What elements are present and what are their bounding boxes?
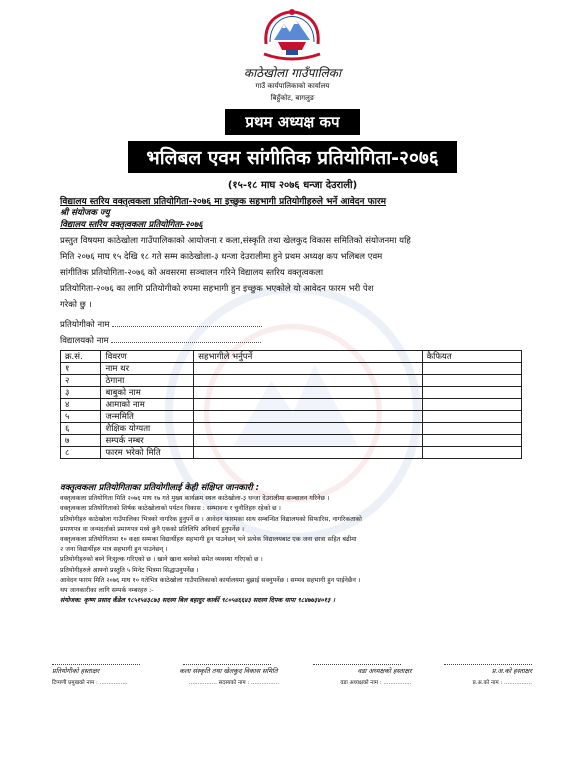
row-input-cell[interactable] [194,375,422,387]
row-input-cell[interactable] [194,435,422,447]
office-name: काठेखोला गाउँपालिका [243,66,342,80]
signature-name-line: ................ सदस्यको नाम : ................ [188,680,280,686]
form-title: विद्यालय स्तरिय वक्तृत्वकला प्रतियोगिता-२०७६ मा इच्छुक सहभागी प्रतियोगीहरुले भर्ने आवेदन फारम [60,197,387,207]
signature-name-lines [52,678,532,686]
instruction-item: २ जना विद्यार्थीहरु मात्र सहभागी हुन पाउनेछन् । [60,546,168,554]
row-input-cell[interactable] [194,423,422,435]
row-label: जन्ममिति [101,411,194,423]
table-header-row [61,351,522,363]
header-serial: क्र.सं. [61,351,101,363]
instruction-item: प्रतियोगीहरु काठेखोला गाउँपालिका भित्रको नागरिक हुनुपर्ने छ । आवेदन फारमका साथ सम्बन्धित विद्यालयको सिफारिस, नागरिकताको [60,515,362,523]
instruction-item: प्रमाणपत्र वा जन्मदर्ताको प्रमाणपत्र मध्ये कुनै एकको प्रतिलिपि अनिवार्य हुनुपर्नेछ । [60,525,245,533]
row-label: फारम भरेको मिति [101,447,194,459]
row-remarks-cell[interactable] [422,411,521,423]
row-remarks-cell[interactable] [422,435,521,447]
office-address: बिहुँकोट, बागलुङ [270,94,315,102]
signature-name-line: प्र.अ.को नाम : ................ [472,680,532,686]
body-line-4: प्रतियोगिता-२०७६ का लागि प्रतियोगीको रुपमा सहभागी हुन इच्छुक भएकोले यो आवेदन फारम भरी पेश [60,284,374,294]
row-remarks-cell[interactable] [422,363,521,375]
signature-label: वडा अध्यक्षको हस्ताक्षर [357,667,412,675]
instruction-item: आवेदन फारम मिति २०७६ माघ १० गतेभित्र काठेखोला गाउँपालिकाको कार्यालयमा बुझाई सक्नुपर्नेछ । सम्भव सहभागी हुन पाईनेछैन । [60,576,361,584]
row-input-cell[interactable] [194,447,422,459]
row-label: शैक्षिक योग्यता [101,423,194,435]
row-serial: ५ [61,411,101,423]
signature-line[interactable] [313,660,401,665]
instructions-heading: वक्तृत्वकला प्रतियोगिताका प्रतियोगीलाई केही संक्षिप्त जानकारी : [60,483,260,493]
row-serial: ७ [61,435,101,447]
table-row [61,363,522,375]
details-table [60,350,522,459]
body-line-5: गरेको छु । [60,300,92,310]
body-line-3: सांगीतिक प्रतियोगिता-२०७६ को अवसरमा सञ्चालन गरिने विद्यालय स्तरिय वक्तृत्वकला [60,268,324,278]
row-serial: ४ [61,399,101,411]
signature-line[interactable] [444,660,532,665]
row-serial: २ [61,375,101,387]
row-serial: ३ [61,387,101,399]
date-range: (१५-१८ माघ २०७६ धन्जा देउराली) [227,180,358,191]
municipality-emblem [260,6,324,66]
signature-label: प्र.अ.को हस्ताक्षर [491,667,532,675]
school-name-label: विद्यालयको नाम [60,336,109,346]
signature-line[interactable] [183,660,271,665]
signature-label: कला संस्कृति तथा खेलकुद विकास समिति [179,667,278,675]
school-name-field[interactable] [111,334,261,343]
table-row [61,411,522,423]
subject-line: विद्यालय स्तरिय वक्तृत्वकला प्रतियोगिता-२०७६ [60,220,203,230]
row-label: बाबुको नाम [101,387,194,399]
signature-name-line: वडा अध्यक्षको नाम : ................ [340,680,412,686]
body-line-1: प्रस्तुत विषयमा काठेखोला गाउँपालिकाको आयोजना र कला,संस्कृति तथा खेलकुद विकास समितिको संयोजनमा यहि [60,236,411,246]
table-row [61,435,522,447]
instructions-section [60,483,530,606]
row-label: आमाको नाम [101,399,194,411]
row-label: ठेगाना [101,375,194,387]
row-input-cell[interactable] [194,387,422,399]
instruction-item: वक्तृत्वकला प्रतियोगिताको शिर्षक काठेखोलाको पर्यटन विकास : सम्भावना र चुनौतिहरु रहेको छ । [60,505,281,513]
row-remarks-cell[interactable] [422,423,521,435]
table-row [61,423,522,435]
signature-labels [52,666,532,675]
signature-label: प्रतियोगीको हस्ताक्षर [52,667,100,675]
row-input-cell[interactable] [194,399,422,411]
school-name-row [60,334,261,346]
row-input-cell[interactable] [194,363,422,375]
instruction-item: प्रतियोगीहरुले आफ्नो प्रस्तुति ५ मिनेट भित्रमा सिद्धाउनुपर्नेछ । [60,566,199,574]
row-remarks-cell[interactable] [422,399,521,411]
instruction-item: प्रतियोगीहरुको बस्ने निःशुल्क गरिएको छ । खाने खाना बस्नेको समेत व्यवस्था गरिएको छ । [60,556,263,564]
instruction-item: वक्तृत्वकला प्रतियोगिता मिति २०७६ माघ १७ गते मुख्य कार्यक्रम स्थल काठेखोला-३ धन्जा देउरालीमा सञ्चालन गरिनेछ । [60,495,330,503]
signature-line[interactable] [52,660,140,665]
row-serial: ८ [61,447,101,459]
table-row [61,399,522,411]
banner-competition [0,141,585,173]
salutation: श्री संयोजक ज्यु [60,208,110,218]
table-row [61,387,522,399]
participant-name-label: प्रतियोगीको नाम [60,320,110,330]
instruction-item: वक्तृत्वकला प्रतियोगितामा १० कक्षा सम्मका विद्यार्थीहरु सहभागी हुन पाउनेछन् भने प्रत्येक विद्यालयबाट एक जना छात्रा सहित बढीमा [60,536,357,544]
banner-cup-text: प्रथम अध्यक्ष कप [225,109,359,135]
office-subtitle: गाउँ कार्यपालिकाको कार्यालय [255,82,330,90]
row-remarks-cell[interactable] [422,387,521,399]
header-description: विवरण [101,351,194,363]
header-remarks: कैफियत [422,351,521,363]
header-fill-in: सहभागीले भर्नुपर्ने [194,351,422,363]
row-label: सम्पर्क नम्बर [101,435,194,447]
body-line-2: मिति २०७६ माघ १५ देखि १८ गते सम्म काठेखोला-३ धन्जा देउरालीमा हुने प्रथम अध्यक्ष कप भलिबल एवम [60,252,383,262]
instruction-item: थप जानकारीका लागि सम्पर्क नम्बरहरु :- [60,587,154,595]
table-row [61,375,522,387]
signature-lines [52,660,532,665]
row-serial: ६ [61,423,101,435]
row-input-cell[interactable] [194,411,422,423]
participant-name-field[interactable] [112,318,262,327]
row-serial: १ [61,363,101,375]
signature-name-line: टिप्पणी प्रमुखको नाम : ................ [52,680,128,686]
participant-name-row [60,318,262,330]
row-label: नाम थर [101,363,194,375]
row-remarks-cell[interactable] [422,375,521,387]
row-remarks-cell[interactable] [422,447,521,459]
instruction-contacts: संयोजक: कृष्ण प्रसाद कँडेल ९८५१५४३८७३ सदस्य बिल बहादुर कार्की ९८०५४६६४३ सदस्य दिपक थापा ९८४७७३४०१३ । [60,597,335,605]
banner-cup [0,109,585,135]
table-row [61,447,522,459]
banner-competition-text: भलिबल एवम सांगीतिक प्रतियोगिता-२०७६ [128,141,456,173]
